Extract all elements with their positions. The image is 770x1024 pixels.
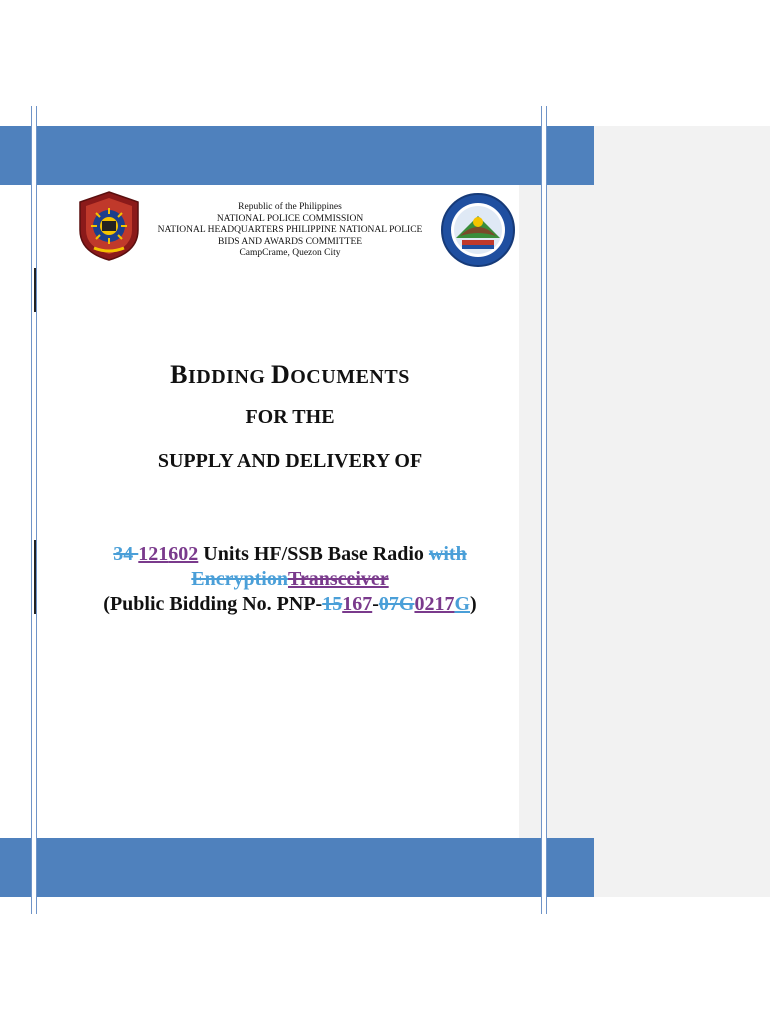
letterhead-line: NATIONAL HEADQUARTERS PHILIPPINE NATIONAL POLICE <box>157 225 423 235</box>
deleted-text: with <box>428 543 467 565</box>
gray-side-panel <box>519 126 770 897</box>
inserted-text: G <box>454 593 471 615</box>
inserted-text: 602 <box>168 543 199 565</box>
letterhead-line: NATIONAL POLICE COMMISSION <box>216 213 364 224</box>
inserted-text: Transceiver <box>287 568 389 590</box>
deleted-text: 15 <box>322 593 343 615</box>
document-title <box>60 360 520 390</box>
bottom-blue-band <box>0 838 594 897</box>
subject-line-1 <box>40 541 540 567</box>
deleted-text: Encryption <box>191 568 288 590</box>
bid-close: ) <box>470 593 477 615</box>
letterhead-line: Republic of the Philippines <box>238 202 342 212</box>
letterhead-line: CampCrame, Quezon City <box>239 248 341 258</box>
title-word: IDDING <box>188 366 271 388</box>
subject-text: Units HF/SSB Base Radio <box>198 543 429 565</box>
left-change-bar <box>34 268 36 312</box>
subject-line-2 <box>40 566 540 592</box>
deleted-text: 34 <box>113 543 139 565</box>
deleted-text: 07G <box>378 593 415 615</box>
napolcom-seal-icon <box>440 192 516 268</box>
title-initial: D <box>270 360 291 389</box>
left-change-bar <box>34 540 36 614</box>
inserted-text: 167 <box>342 593 373 615</box>
title-supply: SUPPLY AND DELIVERY OF <box>157 450 423 472</box>
left-margin-rule[interactable] <box>31 106 37 914</box>
title-word: OCUMENTS <box>290 366 410 388</box>
right-margin-rule[interactable] <box>541 106 547 914</box>
subject-line-3 <box>40 591 540 617</box>
top-blue-band <box>0 126 594 185</box>
letterhead-line: BIDS AND AWARDS COMMITTEE <box>217 236 363 247</box>
inserted-text: 0217 <box>414 593 455 615</box>
pnp-seal-icon <box>76 190 142 262</box>
title-for-the: FOR THE <box>245 406 335 428</box>
title-initial: B <box>170 360 189 389</box>
bid-dash: - <box>372 593 379 615</box>
inserted-text: 121 <box>138 543 169 565</box>
bid-prefix: (Public Bidding No. PNP- <box>103 593 323 615</box>
letterhead <box>140 202 440 260</box>
